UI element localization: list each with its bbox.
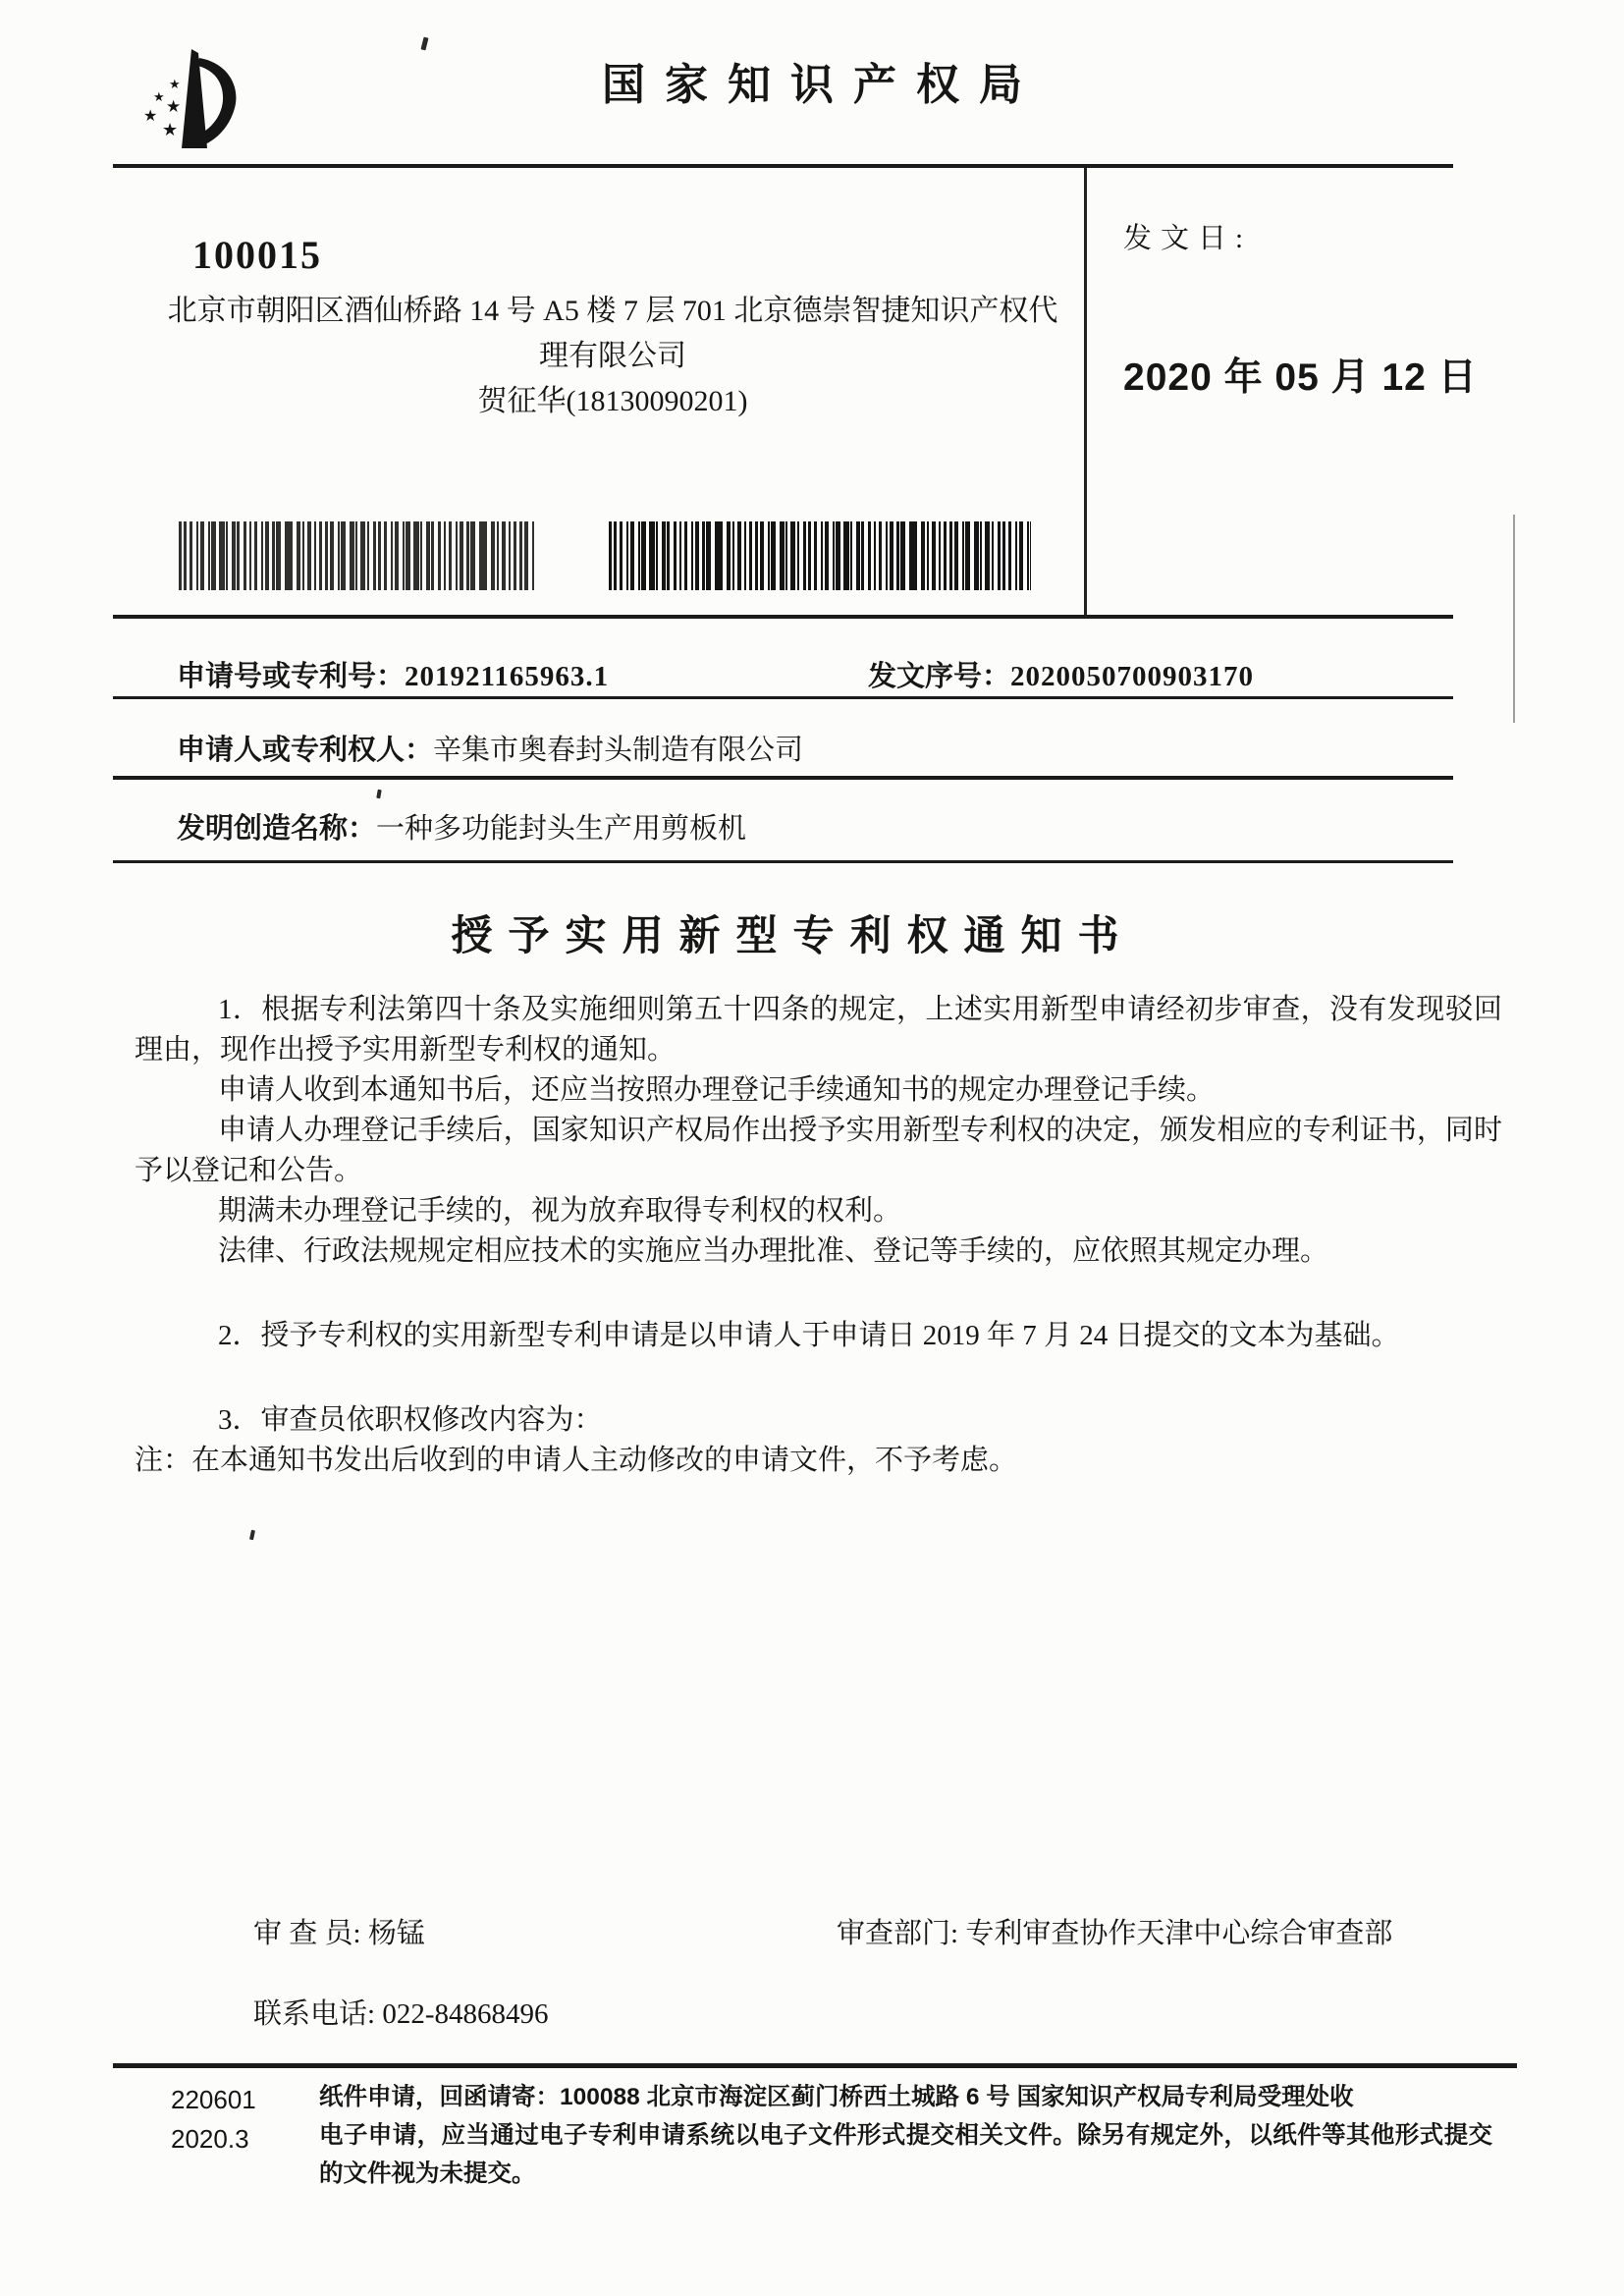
meta-row-applicant xyxy=(0,728,1624,775)
examiner-label: 审 查 员: xyxy=(253,1918,361,1949)
paragraph-4: 期满未办理登记手续的，视为放弃取得专利权的权利。 xyxy=(218,1195,902,1227)
paragraph-1: 1．根据专利法第四十条及实施细则第五十四条的规定，上述实用新型申请经初步审查，没有发现驳回理由，现作出授予实用新型专利权的通知。 xyxy=(135,994,1502,1066)
section-rule-1 xyxy=(113,615,1453,619)
recipient-address-block xyxy=(165,289,1060,424)
footer-electronic-line: 电子申请，应当通过电子专利申请系统以电子文件形式提交相关文件。除另有规定外，以纸件等其他形式提交的文件视为未提交。 xyxy=(319,2122,1492,2187)
dispatch-box-border xyxy=(1084,168,1087,617)
paragraph-5: 法律、行政法规规定相应技术的实施应当办理批准、登记等手续的，应依照其规定办理。 xyxy=(218,1235,1329,1267)
scan-speck xyxy=(249,1530,255,1541)
meta-row-application xyxy=(0,654,1624,701)
invention-title-label: 发明创造名称： xyxy=(177,813,377,845)
footer-form-date: 2020.3 xyxy=(171,2124,249,2154)
recipient-address: 北京市朝阳区酒仙桥路 14 号 A5 楼 7 层 701 北京德崇智捷知识产权代理有限公司 xyxy=(167,295,1058,372)
paragraph-7: 3．审查员依职权修改内容为： xyxy=(218,1404,603,1436)
section-rule-2 xyxy=(113,696,1453,699)
paragraph-6: 2．授予专利权的实用新型专利申请是以申请人于申请日 2019 年 7 月 24 日提交的文本为基础。 xyxy=(218,1320,1400,1351)
header-rule xyxy=(113,164,1453,168)
meta-row-invention xyxy=(0,806,1624,853)
notice-title: 授予实用新型专利权通知书 xyxy=(451,914,1135,959)
barcode-right xyxy=(609,521,1031,590)
footer-rule xyxy=(113,2063,1517,2068)
paragraph-2: 申请人收到本通知书后，还应当按照办理登记手续通知书的规定办理登记手续。 xyxy=(218,1074,1216,1106)
paragraph-note: 注：在本通知书发出后收到的申请人主动修改的申请文件，不予考虑。 xyxy=(135,1445,1018,1476)
applicant-label: 申请人或专利权人： xyxy=(177,735,434,766)
phone-value: 022-84868496 xyxy=(382,1998,549,2030)
section-rule-4 xyxy=(113,860,1453,863)
svg-text:★: ★ xyxy=(162,120,179,139)
dispatch-date-label: 发文日: xyxy=(1123,223,1253,254)
application-no-value: 201921165963.1 xyxy=(405,661,610,692)
recipient-contact: 贺征华(18130090201) xyxy=(477,385,748,417)
footer-form-codes xyxy=(171,2080,256,2159)
recipient-postcode: 100015 xyxy=(192,233,322,277)
section-rule-3 xyxy=(113,776,1453,780)
footer-paper-line: 纸件申请，回函请寄：100088 北京市海淀区蓟门桥西土城路 6 号 国家知识产权局专利局受理处收 xyxy=(319,2084,1354,2110)
department-label: 审查部门: xyxy=(837,1918,959,1949)
footer-instructions xyxy=(319,2078,1492,2193)
invention-title-value: 一种多功能封头生产用剪板机 xyxy=(376,813,747,845)
paragraph-3: 申请人办理登记手续后，国家知识产权局作出授予实用新型专利权的决定，颁发相应的专利证书，同时予以登记和公告。 xyxy=(135,1115,1502,1186)
serial-no-value: 2020050700903170 xyxy=(1010,661,1255,692)
barcode-left xyxy=(179,521,534,590)
serial-no-label: 发文序号： xyxy=(868,661,1011,692)
agency-title: 国家知识产权局 xyxy=(602,61,1042,109)
svg-text:★: ★ xyxy=(169,77,181,91)
svg-text:★: ★ xyxy=(166,97,182,116)
applicant-value: 辛集市奥春封头制造有限公司 xyxy=(433,735,804,766)
department-value: 专利审查协作天津中心综合审查部 xyxy=(965,1918,1393,1949)
footer-form-code: 220601 xyxy=(171,2085,256,2114)
application-no-label: 申请号或专利号： xyxy=(177,661,406,692)
examiner-name: 杨锰 xyxy=(367,1918,425,1949)
dispatch-date-value: 2020 年 05 月 12 日 xyxy=(1123,356,1478,399)
phone-label: 联系电话: xyxy=(253,1998,376,2030)
scan-speck xyxy=(376,790,382,799)
svg-text:★: ★ xyxy=(153,89,165,104)
svg-text:★: ★ xyxy=(143,108,158,125)
notice-body xyxy=(135,990,1502,1481)
